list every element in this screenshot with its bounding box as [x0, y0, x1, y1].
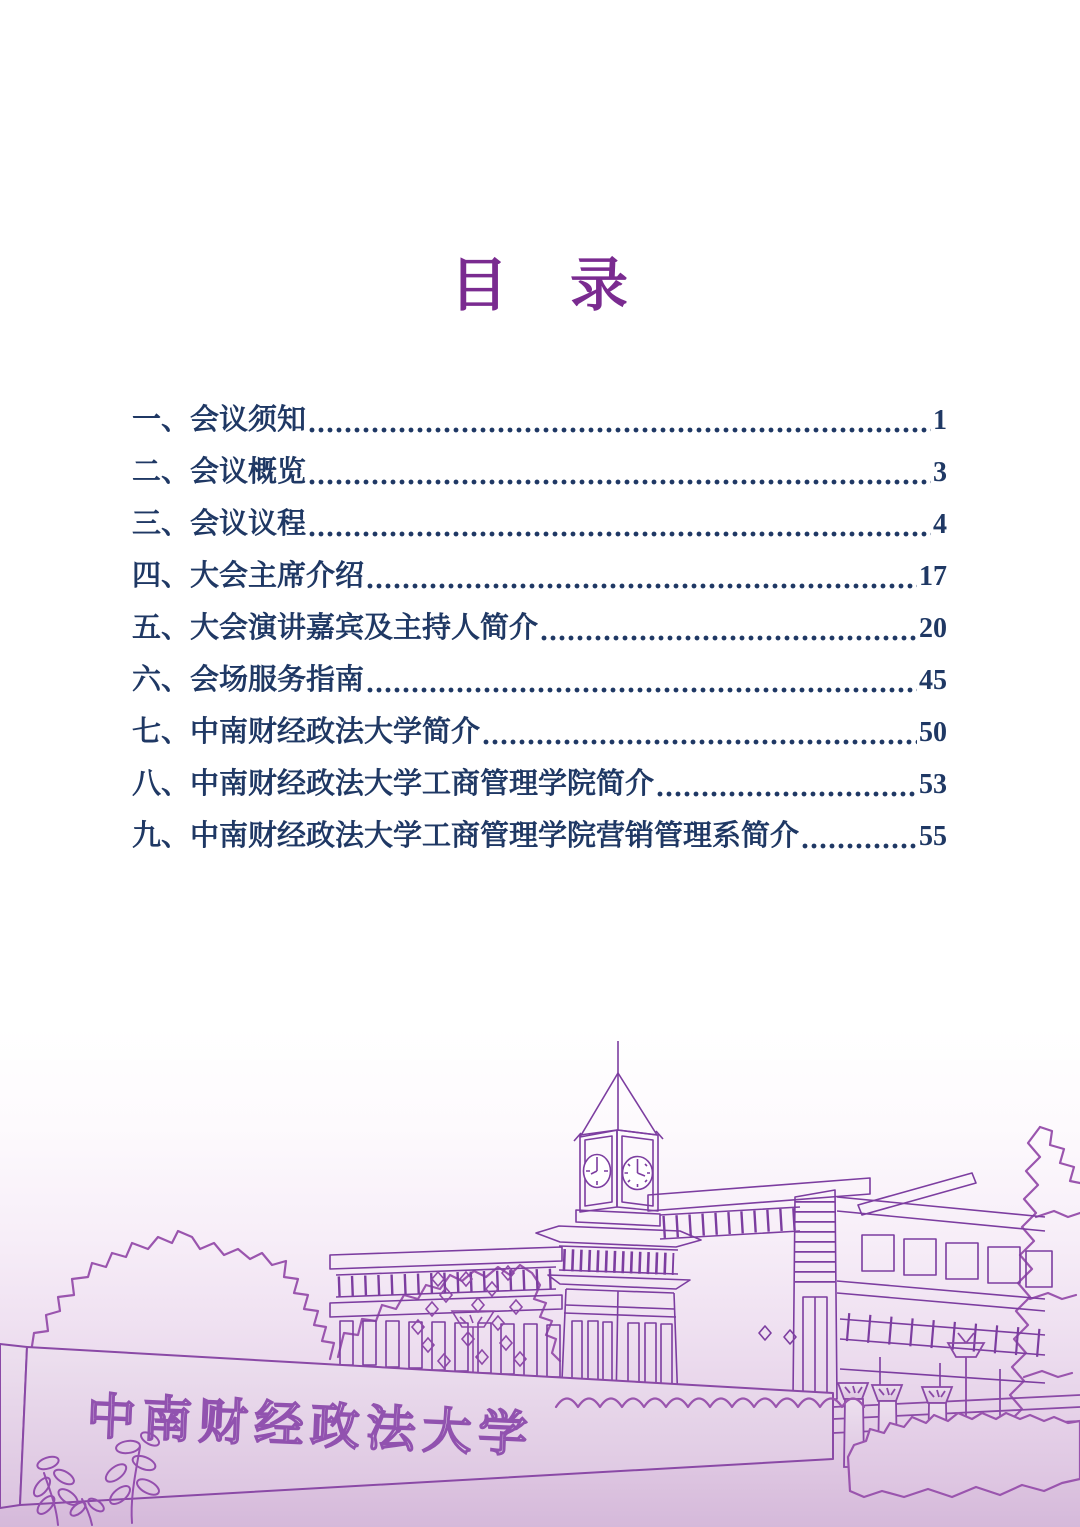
toc-entry[interactable] [132, 446, 947, 498]
toc-entry[interactable] [132, 550, 947, 602]
lamp-tree-drawing [412, 1266, 526, 1375]
toc-entry-label: 一、会议须知 [132, 404, 307, 436]
toc-entry-page: 1 [933, 405, 947, 436]
toc-entry[interactable] [132, 654, 947, 706]
toc-entry-page: 17 [919, 561, 947, 592]
toc-entry[interactable] [132, 810, 947, 862]
page-title: 目 录 [449, 253, 630, 318]
toc-leader-dots [309, 479, 931, 485]
toc-entry-page: 20 [919, 613, 947, 644]
toc-entry[interactable] [132, 706, 947, 758]
toc-entry-label: 四、大会主席介绍 [132, 560, 365, 592]
toc-entry-page: 50 [919, 717, 947, 748]
campus-line-art-icon [0, 1027, 1080, 1527]
toc-leader-dots [802, 843, 917, 849]
campus-illustration [0, 1027, 1080, 1527]
toc-entry-label: 七、中南财经政法大学简介 [132, 716, 481, 748]
toc-entry-label: 三、会议议程 [132, 508, 307, 540]
toc-entry-page: 45 [919, 665, 947, 696]
toc-entry-page: 4 [933, 509, 947, 540]
toc-entry[interactable] [132, 758, 947, 810]
toc-entry[interactable] [132, 394, 947, 446]
toc-entry-label: 八、中南财经政法大学工商管理学院简介 [132, 768, 655, 800]
toc-entry-label: 二、会议概览 [132, 456, 307, 488]
toc-leader-dots [367, 687, 917, 693]
toc-leader-dots [657, 791, 917, 797]
toc-leader-dots [367, 583, 917, 589]
gate-calligraphy: 中南财经政法大学 [85, 1389, 536, 1463]
toc-list [132, 394, 947, 862]
toc-entry-page: 55 [919, 821, 947, 852]
toc-entry[interactable] [132, 602, 947, 654]
toc-leader-dots [309, 427, 931, 433]
toc-leader-dots [541, 635, 917, 641]
toc-leader-dots [483, 739, 917, 745]
toc-entry-label: 九、中南财经政法大学工商管理学院营销管理系简介 [132, 820, 800, 852]
main-building-drawing [330, 1041, 1052, 1425]
toc-entry[interactable] [132, 498, 947, 550]
toc-entry-page: 53 [919, 769, 947, 800]
toc-leader-dots [309, 531, 931, 537]
toc-entry-label: 五、大会演讲嘉宾及主持人简介 [132, 612, 539, 644]
toc-entry-label: 六、会场服务指南 [132, 664, 365, 696]
toc-entry-page: 3 [933, 457, 947, 488]
